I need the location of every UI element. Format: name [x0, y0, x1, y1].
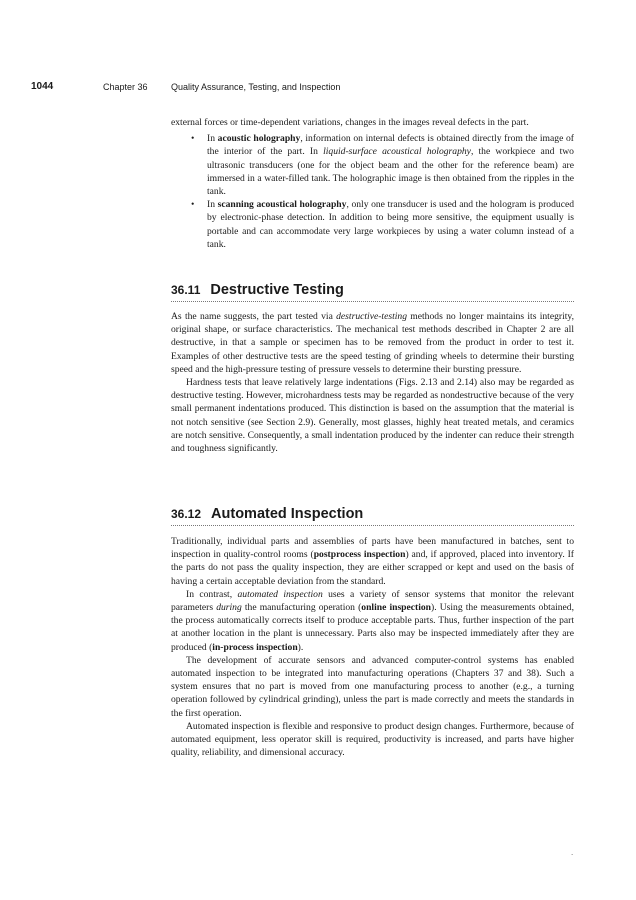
intro-paragraph: external forces or time-dependent variations, changes in the images reveal defects in the part.: [171, 117, 529, 128]
section-number: 36.11: [171, 283, 201, 297]
paragraph: Automated inspection is flexible and responsive to product design changes. Furthermore, because of automated equipment, less operator skill is required, productivity is increased, and parts have higher quality, reliability, and dimensional accuracy.: [171, 720, 574, 759]
bullet-acoustic-holography: [171, 132, 574, 198]
text-run: ). Using the measurements obtained, the process automatically corrects itself to produce acceptable parts. Thus, further inspection of the part at another location in the plant is unnecessary. Parts also may be inspected immediately after they are produced (: [171, 602, 574, 653]
page-number: 1044: [31, 81, 54, 92]
text-run: Traditionally, individual parts and assemblies of parts have been manufactured in batches, sent to inspection in quality-control rooms (: [171, 536, 574, 561]
bullet-text: , only one transducer is used and the hologram is produced by electronic-phase detection. In addition to being more sensitive, the equipment usually is portable and can accommodate very large workpieces by using a water column instead of a tank.: [207, 199, 575, 250]
bullet-term: scanning acoustical holography: [217, 199, 347, 211]
bullet-icon: •: [191, 133, 195, 145]
text-run: In contrast,: [186, 588, 238, 600]
paragraph: [171, 535, 574, 588]
italic-term: destructive-testing: [336, 311, 407, 322]
paragraph: Hardness tests that leave relatively large indentations (Figs. 2.13 and 2.14) also may be regarded as destructive testing. However, microhardness tests may be regarded as nondestructive because of the very small permanent indentations produced. This distinction is based on the assumption that the material is not notch sensitive (see Section 2.9). Generally, most glasses, highly heat treated metals, and ceramics are notch sensitive. Consequently, a small indentation produced by the indenter can reduce their strength and toughness significantly.: [171, 377, 574, 455]
section-title: Automated Inspection: [211, 506, 364, 522]
italic-term: automated inspection: [237, 588, 323, 600]
bold-term: in-process inspection: [212, 641, 298, 653]
scan-mark: .: [571, 848, 574, 857]
section-rule: [171, 525, 574, 526]
section-36-12-body: [171, 535, 574, 759]
paragraph: [171, 310, 574, 376]
bullet-icon: •: [191, 199, 195, 211]
bullet-text: , information on internal defects is obtained directly from the image of the interior of the part. In: [207, 133, 574, 158]
text-run: the manufacturing operation (: [241, 602, 362, 614]
text-run: As the name suggests, the part tested via: [171, 311, 337, 322]
section-number: 36.12: [171, 507, 202, 521]
holography-bullet-list: [171, 132, 574, 251]
text-run: ) and, if approved, placed into inventory. If the parts do not pass the quality inspection, they are either scrapped or kept and used on the basis of having a certain acceptable deviation from the standard.: [171, 549, 574, 587]
bullet-term: acoustic holography: [217, 133, 301, 145]
bullet-italic-term: liquid-surface acoustical holography: [323, 146, 471, 158]
chapter-label: Chapter 36: [103, 82, 148, 92]
section-heading-36-12: [171, 505, 574, 523]
bullet-text: In: [207, 199, 218, 211]
section-title: Destructive Testing: [210, 282, 344, 298]
paragraph: The development of accurate sensors and advanced computer-control systems has enabled automated inspection to be integrated into manufacturing operations (Chapters 37 and 38). Such a system ensures that no part is moved from one manufacturing process to another (e.g., a turning operation followed by cylindrical grinding), unless the part is made correctly and meets the standards in the first operation.: [171, 654, 574, 719]
text-run: uses a variety of sensor systems that monitor the relevant parameters: [171, 588, 574, 614]
bullet-text: In: [207, 133, 218, 145]
bold-term: postprocess inspection: [313, 549, 406, 561]
italic-term: during: [216, 602, 242, 614]
bullet-scanning-holography: [171, 198, 574, 251]
bullet-text: , the workpiece and two ultrasonic transducers (one for the object beam and the other for the reference beam) are immersed in a water-filled tank. The holographic image is then obtained from the ripples in the tank.: [207, 146, 574, 198]
text-run: ).: [297, 641, 304, 653]
bold-term: online inspection: [361, 602, 432, 614]
chapter-title: Quality Assurance, Testing, and Inspection: [171, 82, 341, 92]
section-rule: [171, 301, 574, 302]
section-heading-36-11: [171, 281, 574, 299]
text-run: methods no longer maintains its integrity, original shape, or surface characteristics. The mechanical test methods described in Chapter 2 are all destructive, in that a sample or specimen has to be removed from the product in order to test it. Examples of other destructive tests are the speed testing of grinding wheels to determine their bursting speed and the high-pressure testing of pressure vessels to determine their bursting pressure.: [171, 311, 574, 375]
running-header: [31, 80, 591, 94]
intro-block: [171, 116, 574, 251]
section-36-11-body: [171, 310, 574, 455]
paragraph: [171, 588, 574, 654]
